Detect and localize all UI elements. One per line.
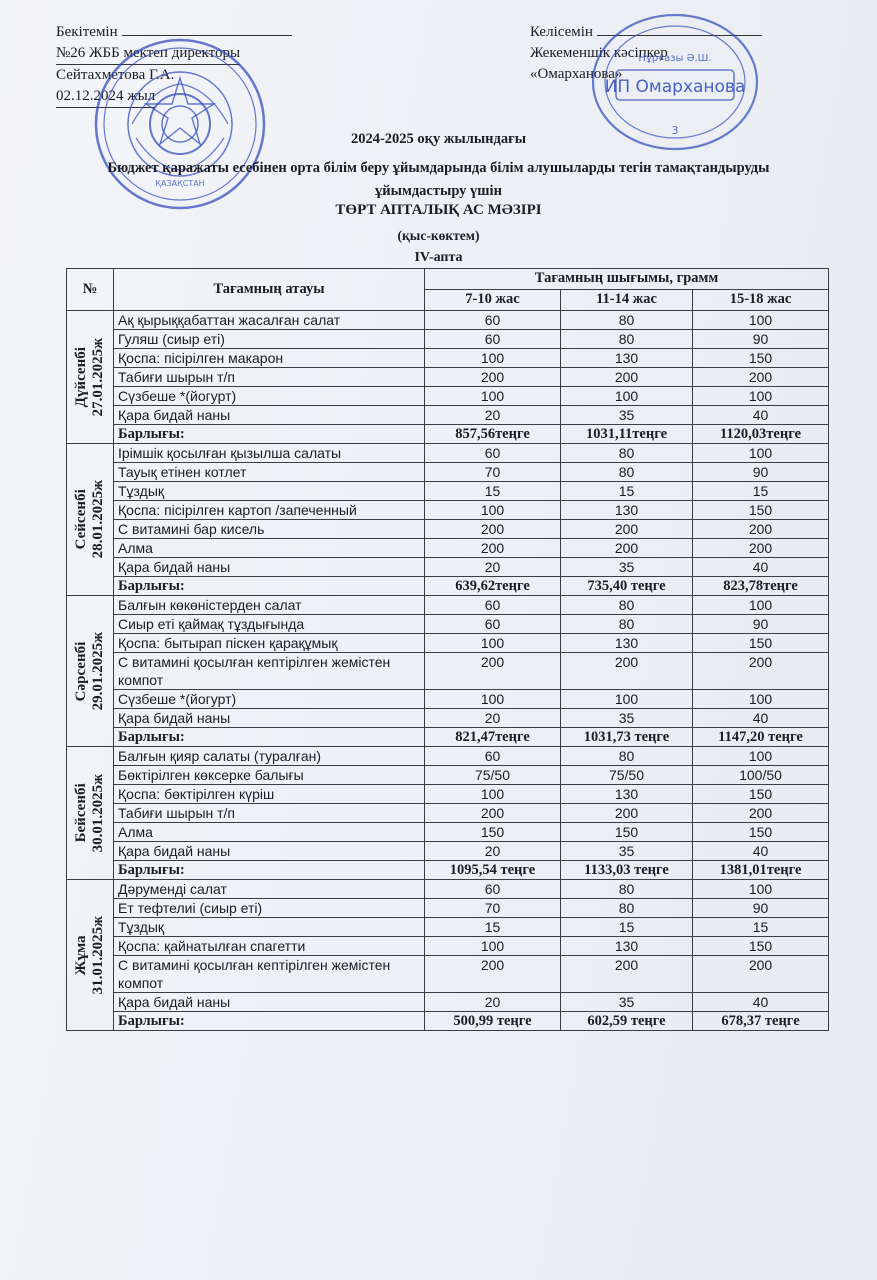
dish-name: Ет тефтелиі (сиыр еті): [114, 899, 425, 918]
dish-name: Балғын қияр салаты (туралған): [114, 747, 425, 766]
dish-name: Алма: [114, 539, 425, 558]
portion-grams: 200: [693, 539, 829, 558]
approval-block: [56, 22, 292, 108]
dish-name: С витамині қосылған кептірілген жемістен компот: [114, 956, 425, 993]
total-label: Барлығы:: [114, 861, 425, 880]
agree-name: «Омарханова»: [530, 66, 623, 82]
table-row: [67, 785, 829, 804]
dish-name: С витамині қосылған кептірілген жемістен компот: [114, 653, 425, 690]
portion-grams: 150: [693, 501, 829, 520]
table-row: [67, 387, 829, 406]
portion-grams: 200: [425, 520, 561, 539]
agreement-block: [530, 22, 762, 85]
table-row: [67, 634, 829, 653]
approval-date: 02.12.2024 жыл: [56, 86, 155, 108]
day-date: 30.01.2025ж: [90, 773, 106, 853]
table-row: [67, 804, 829, 823]
dish-name: С витамині бар кисель: [114, 520, 425, 539]
total-price: 1031,73 теңге: [561, 728, 693, 747]
table-row: [67, 368, 829, 387]
day-cell: [67, 444, 114, 596]
table-row: [67, 463, 829, 482]
seal-small-text: Нұрғазы Ә.Ш.: [638, 53, 712, 64]
portion-grams: 200: [693, 368, 829, 387]
day-date: 29.01.2025ж: [90, 631, 106, 711]
portion-grams: 40: [693, 406, 829, 425]
portion-grams: 130: [561, 349, 693, 368]
portion-grams: 40: [693, 993, 829, 1012]
dish-name: Сүзбеше *(йогурт): [114, 690, 425, 709]
portion-grams: 80: [561, 330, 693, 349]
portion-grams: 80: [561, 596, 693, 615]
portion-grams: 130: [561, 785, 693, 804]
total-price: 1120,03теңге: [693, 425, 829, 444]
dish-name: Гуляш (сиыр еті): [114, 330, 425, 349]
portion-grams: 200: [425, 956, 561, 993]
portion-grams: 15: [561, 482, 693, 501]
portion-grams: 60: [425, 330, 561, 349]
table-row: [67, 311, 829, 330]
dish-name: Қара бидай наны: [114, 993, 425, 1012]
table-row: [67, 880, 829, 899]
portion-grams: 35: [561, 993, 693, 1012]
portion-grams: 35: [561, 709, 693, 728]
portion-grams: 100: [425, 349, 561, 368]
portion-grams: 80: [561, 615, 693, 634]
portion-grams: 100/50: [693, 766, 829, 785]
table-row: [67, 558, 829, 577]
portion-grams: 75/50: [425, 766, 561, 785]
dish-name: Қоспа: бытырап піскен қарақұмық: [114, 634, 425, 653]
seal-company-name: ИП Омарханова: [604, 77, 746, 97]
signature-line: [597, 35, 762, 36]
total-label: Барлығы:: [114, 577, 425, 596]
table-row: [67, 766, 829, 785]
total-label: Барлығы:: [114, 1012, 425, 1031]
menu-table: [66, 268, 829, 1031]
portion-grams: 200: [425, 804, 561, 823]
dish-name: Тұздық: [114, 918, 425, 937]
total-price: 1133,03 теңге: [561, 861, 693, 880]
portion-grams: 90: [693, 330, 829, 349]
header-yield: Тағамның шығымы, грамм: [425, 269, 829, 290]
agree-label: Келісемін: [530, 24, 593, 40]
dish-name: Қоспа: пісірілген макарон: [114, 349, 425, 368]
day-cell: [67, 596, 114, 747]
dish-name: Алма: [114, 823, 425, 842]
table-row: [67, 539, 829, 558]
portion-grams: 15: [425, 918, 561, 937]
agree-position: Жекеменшік кәсіпкер: [530, 45, 668, 61]
total-row: [67, 425, 829, 444]
portion-grams: 100: [425, 634, 561, 653]
day-name: Сейсенбі: [73, 489, 89, 550]
portion-grams: 90: [693, 615, 829, 634]
portion-grams: 40: [693, 842, 829, 861]
dish-name: Бөктірілген көксерке балығы: [114, 766, 425, 785]
portion-grams: 100: [693, 311, 829, 330]
dish-name: Қара бидай наны: [114, 558, 425, 577]
portion-grams: 15: [425, 482, 561, 501]
dish-name: Қоспа: қайнатылған спагетти: [114, 937, 425, 956]
portion-grams: 100: [425, 937, 561, 956]
school-year-title: 2024-2025 оқу жылындағы: [350, 131, 527, 147]
day-cell: [67, 880, 114, 1031]
portion-grams: 100: [693, 596, 829, 615]
table-row: [67, 596, 829, 615]
portion-grams: 100: [693, 690, 829, 709]
total-price: 639,62теңге: [425, 577, 561, 596]
total-price: 823,78теңге: [693, 577, 829, 596]
portion-grams: 100: [693, 387, 829, 406]
total-price: 1147,20 теңге: [693, 728, 829, 747]
portion-grams: 80: [561, 880, 693, 899]
table-row: [67, 444, 829, 463]
table-row: [67, 937, 829, 956]
total-row: [67, 577, 829, 596]
portion-grams: 200: [693, 804, 829, 823]
portion-grams: 200: [561, 956, 693, 993]
day-date: 28.01.2025ж: [90, 480, 106, 559]
table-row: [67, 330, 829, 349]
portion-grams: 80: [561, 747, 693, 766]
dish-name: Тұздық: [114, 482, 425, 501]
header-dish-name: Тағамның атауы: [114, 269, 425, 311]
portion-grams: 100: [425, 785, 561, 804]
portion-grams: 100: [693, 444, 829, 463]
signature-line: [122, 35, 292, 36]
approver-name: Сейтахметова Г.А.: [56, 67, 175, 83]
table-row: [67, 690, 829, 709]
seal-number: 3: [671, 124, 679, 137]
portion-grams: 90: [693, 463, 829, 482]
dish-name: Балғын көкөністерден салат: [114, 596, 425, 615]
total-label: Барлығы:: [114, 728, 425, 747]
portion-grams: 200: [693, 653, 829, 690]
portion-grams: 90: [693, 899, 829, 918]
day-date: 31.01.2025ж: [90, 915, 106, 995]
dish-name: Қара бидай наны: [114, 842, 425, 861]
header-number: №: [67, 269, 114, 311]
approve-label: Бекітемін: [56, 24, 118, 40]
portion-grams: 200: [425, 539, 561, 558]
portion-grams: 35: [561, 406, 693, 425]
dish-name: Қара бидай наны: [114, 709, 425, 728]
portion-grams: 200: [561, 653, 693, 690]
table-row: [67, 956, 829, 993]
portion-grams: 60: [425, 596, 561, 615]
dish-name: Ақ қырыққабаттан жасалған салат: [114, 311, 425, 330]
portion-grams: 60: [425, 311, 561, 330]
portion-grams: 20: [425, 842, 561, 861]
dish-name: Табиғи шырын т/п: [114, 804, 425, 823]
total-price: 1031,11теңге: [561, 425, 693, 444]
table-row: [67, 918, 829, 937]
total-price: 602,59 теңге: [561, 1012, 693, 1031]
portion-grams: 100: [693, 880, 829, 899]
table-row: [67, 842, 829, 861]
portion-grams: 200: [561, 368, 693, 387]
total-price: 1095,54 теңге: [425, 861, 561, 880]
approver-position: №26 ЖББ мектеп директоры: [56, 43, 240, 65]
total-price: 821,47теңге: [425, 728, 561, 747]
portion-grams: 40: [693, 709, 829, 728]
portion-grams: 200: [561, 804, 693, 823]
portion-grams: 70: [425, 463, 561, 482]
portion-grams: 15: [693, 918, 829, 937]
total-row: [67, 1012, 829, 1031]
portion-grams: 100: [425, 690, 561, 709]
portion-grams: 150: [693, 785, 829, 804]
table-row: [67, 406, 829, 425]
table-row: [67, 823, 829, 842]
portion-grams: 80: [561, 463, 693, 482]
dish-name: Ірімшік қосылған қызылша салаты: [114, 444, 425, 463]
portion-grams: 60: [425, 444, 561, 463]
header-age-7-10: 7-10 жас: [425, 290, 561, 311]
portion-grams: 70: [425, 899, 561, 918]
portion-grams: 20: [425, 406, 561, 425]
table-row: [67, 747, 829, 766]
total-row: [67, 861, 829, 880]
table-row: [67, 615, 829, 634]
portion-grams: 130: [561, 634, 693, 653]
portion-grams: 35: [561, 842, 693, 861]
portion-grams: 80: [561, 311, 693, 330]
header-age-15-18: 15-18 жас: [693, 290, 829, 311]
portion-grams: 150: [425, 823, 561, 842]
total-price: 1381,01теңге: [693, 861, 829, 880]
portion-grams: 200: [693, 520, 829, 539]
portion-grams: 130: [561, 937, 693, 956]
dish-name: Сүзбеше *(йогурт): [114, 387, 425, 406]
day-name: Жұма: [73, 935, 89, 975]
table-row: [67, 709, 829, 728]
portion-grams: 200: [425, 653, 561, 690]
portion-grams: 60: [425, 747, 561, 766]
dish-name: Сиыр еті қаймақ тұздығында: [114, 615, 425, 634]
portion-grams: 200: [561, 539, 693, 558]
week-title: IV-апта: [414, 250, 463, 265]
table-row: [67, 482, 829, 501]
portion-grams: 150: [693, 937, 829, 956]
purpose-title: Бюджет қаражаты есебінен орта білім беру ұйымдарында білім алушыларды тегін тамақтандыруды ұйымдастыру үшін: [107, 160, 770, 199]
day-name: Бейсенбі: [73, 783, 89, 843]
portion-grams: 100: [561, 387, 693, 406]
seal-text: ҚАЗАҚСТАН: [155, 179, 205, 188]
total-price: 735,40 теңге: [561, 577, 693, 596]
dish-name: Табиғи шырын т/п: [114, 368, 425, 387]
dish-name: Тауық етінен котлет: [114, 463, 425, 482]
table-row: [67, 899, 829, 918]
table-row: [67, 520, 829, 539]
portion-grams: 75/50: [561, 766, 693, 785]
portion-grams: 100: [561, 690, 693, 709]
portion-grams: 100: [425, 387, 561, 406]
portion-grams: 60: [425, 880, 561, 899]
day-cell: [67, 747, 114, 880]
portion-grams: 150: [693, 823, 829, 842]
portion-grams: 100: [693, 747, 829, 766]
total-label: Барлығы:: [114, 425, 425, 444]
header-age-11-14: 11-14 жас: [561, 290, 693, 311]
portion-grams: 80: [561, 444, 693, 463]
dish-name: Қоспа: бөктірілген күріш: [114, 785, 425, 804]
dish-name: Қоспа: пісірілген картоп /запеченный: [114, 501, 425, 520]
portion-grams: 100: [425, 501, 561, 520]
season-title: (қыс-көктем): [397, 228, 480, 243]
portion-grams: 150: [693, 634, 829, 653]
total-row: [67, 728, 829, 747]
total-price: 857,56теңге: [425, 425, 561, 444]
dish-name: Қара бидай наны: [114, 406, 425, 425]
menu-title: ТӨРТ АПТАЛЫҚ АС МӘЗІРІ: [335, 202, 542, 218]
portion-grams: 130: [561, 501, 693, 520]
portion-grams: 20: [425, 993, 561, 1012]
portion-grams: 40: [693, 558, 829, 577]
portion-grams: 200: [693, 956, 829, 993]
portion-grams: 35: [561, 558, 693, 577]
table-row: [67, 349, 829, 368]
table-row: [67, 993, 829, 1012]
portion-grams: 20: [425, 709, 561, 728]
portion-grams: 15: [561, 918, 693, 937]
total-price: 678,37 теңге: [693, 1012, 829, 1031]
portion-grams: 60: [425, 615, 561, 634]
table-row: [67, 501, 829, 520]
total-price: 500,99 теңге: [425, 1012, 561, 1031]
portion-grams: 200: [425, 368, 561, 387]
portion-grams: 20: [425, 558, 561, 577]
day-name: Дүйсенбі: [73, 346, 89, 408]
day-date: 27.01.2025ж: [90, 337, 106, 417]
portion-grams: 15: [693, 482, 829, 501]
portion-grams: 150: [561, 823, 693, 842]
table-row: [67, 653, 829, 690]
day-name: Сәрсенбі: [73, 641, 89, 701]
dish-name: Дәруменді салат: [114, 880, 425, 899]
portion-grams: 80: [561, 899, 693, 918]
portion-grams: 200: [561, 520, 693, 539]
portion-grams: 150: [693, 349, 829, 368]
day-cell: [67, 311, 114, 444]
